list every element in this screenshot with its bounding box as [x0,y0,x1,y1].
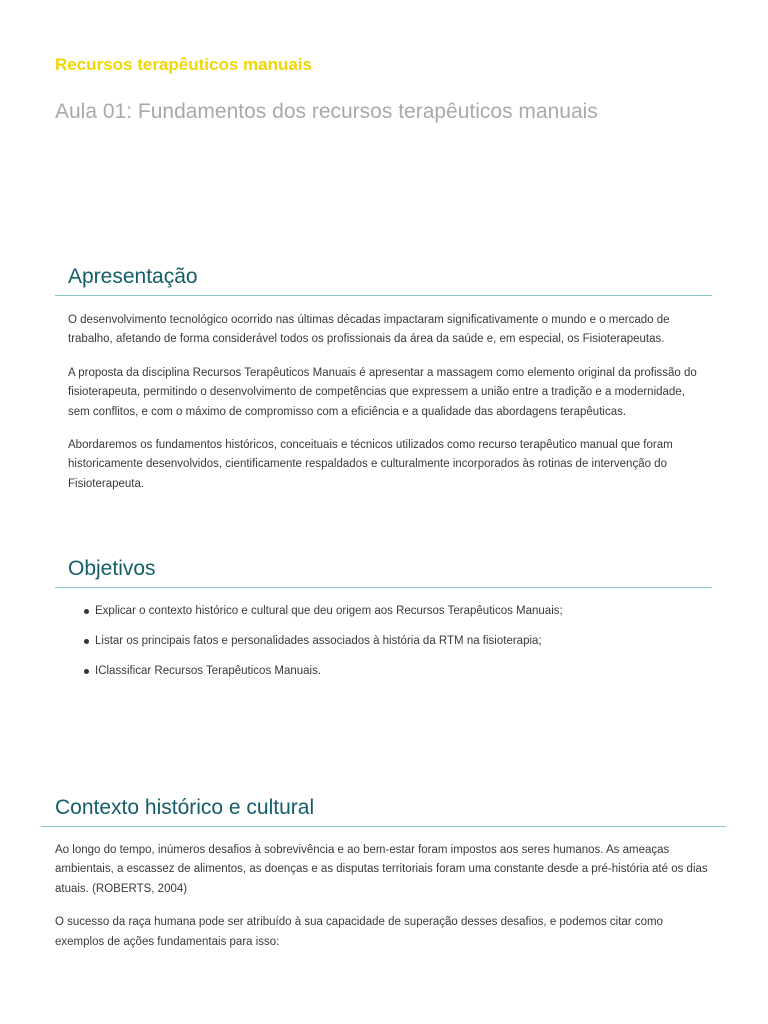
course-title: Recursos terapêuticos manuais [55,55,312,74]
paragraph: Abordaremos os fundamentos históricos, conceituais e técnicos utilizados como recurso terapêutico manual que foram historicamente desenvolvidos, cientificamente respaldados e culturalmente incorporados às rotinas de intervenção do Fisioterapeuta. [68,439,673,490]
section-apresentacao [55,265,712,494]
paragraph: O desenvolvimento tecnológico ocorrido nas últimas décadas impactaram significativamente o mundo e o mercado de trabalho, afetando de forma considerável todos os profissionais da área da saúde e, em especial, os Fisioterapeutas. [68,314,670,346]
paragraph: Ao longo do tempo, inúmeros desafios à sobrevivência e ao bem-estar foram impostos aos seres humanos. As ameaças ambientais, a escassez de alimentos, as doenças e as disputas territoriais foram uma constante desde a pré-história até os dias atuais. (ROBERTS, 2004) [55,844,708,895]
list-item-text: IClassificar Recursos Terapêuticos Manuais. [95,665,322,677]
bullet-icon [84,669,89,674]
list-item [55,632,712,651]
bullet-icon [84,609,89,614]
section-heading-objetivos: Objetivos [55,557,712,588]
section-objetivos [55,557,712,692]
paragraph: A proposta da disciplina Recursos Terapêuticos Manuais é apresentar a massagem como elemento original da profissão do fisioterapeuta, permitindo o desenvolvimento de competências que expressem a união entre a tradição e a modernidade, sem conflitos, e com o máximo de compromisso com a eficiência e a qualidade das abordagens terapêuticas. [68,366,697,418]
list-item [55,602,712,621]
section-heading-apresentacao: Apresentação [55,265,712,296]
lesson-title: Aula 01: Fundamentos dos recursos terapêuticos manuais [55,100,598,123]
section-contexto [41,796,726,952]
paragraph: O sucesso da raça humana pode ser atribuído à sua capacidade de superação desses desafios, e podemos citar como exemplos de ações fundamentais para isso: [55,916,663,948]
list-item [55,662,712,681]
objectives-list [55,602,712,681]
bullet-icon [84,639,89,644]
list-item-text: Listar os principais fatos e personalidades associados à história da RTM na fisioterapia; [95,635,542,647]
section-heading-contexto: Contexto histórico e cultural [41,796,726,827]
list-item-text: Explicar o contexto histórico e cultural que deu origem aos Recursos Terapêuticos Manuais; [95,605,563,617]
section-body [55,311,712,494]
section-body [41,841,726,952]
